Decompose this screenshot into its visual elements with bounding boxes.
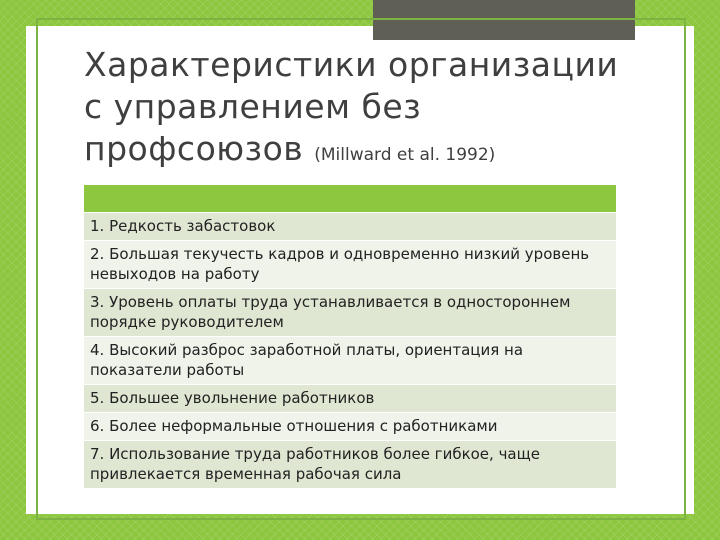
table-row: 3. Уровень оплаты труда устанавливается в одностороннем порядке руководителем	[84, 288, 616, 336]
title-citation: (Millward et al. 1992)	[314, 145, 496, 165]
title-text: Характеристики организации с управлением без профсоюзов	[84, 45, 619, 168]
slide-title	[84, 44, 644, 176]
table-row: 4. Высокий разброс заработной платы, ориентация на показатели работы	[84, 336, 616, 384]
table-row: 7. Использование труда работников более гибкое, чаще привлекается временная рабочая сила	[84, 440, 616, 488]
table-row: 6. Более неформальные отношения с работниками	[84, 412, 616, 440]
table-row: 5. Большее увольнение работников	[84, 384, 616, 412]
characteristics-table	[84, 185, 616, 488]
decorative-tab	[373, 0, 635, 40]
table-row: 2. Большая текучесть кадров и одновременно низкий уровень невыходов на работу	[84, 240, 616, 288]
table-row: 1. Редкость забастовок	[84, 212, 616, 240]
table-header	[84, 185, 616, 212]
